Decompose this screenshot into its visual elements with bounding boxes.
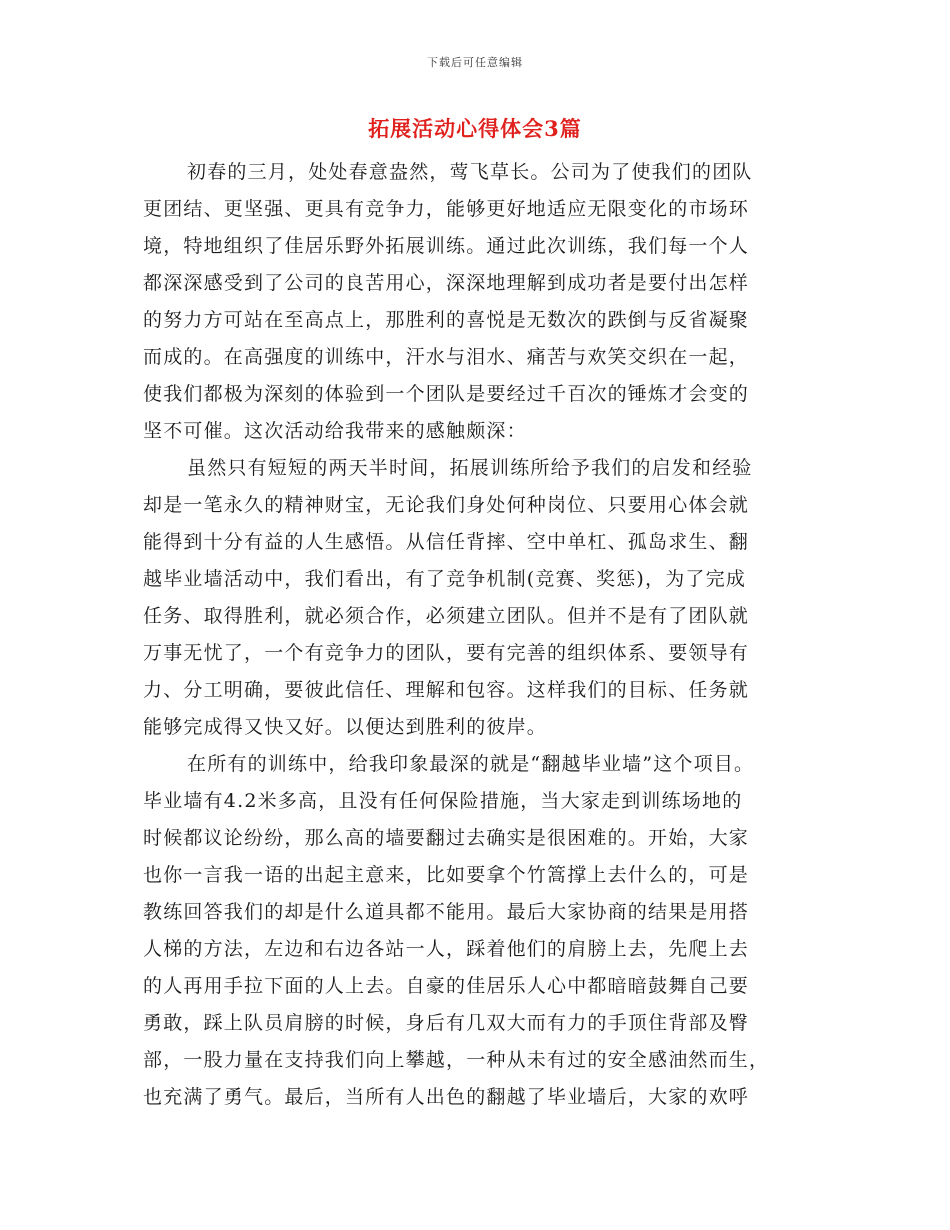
document-title: 拓展活动心得体会3篇 — [368, 116, 582, 141]
paragraph-line: 都深深感受到了公司的良苦用心，深深地理解到成功者是要付出怎样 — [143, 272, 750, 294]
paragraph-line: 越毕业墙活动中，我们看出，有了竞争机制(竞赛、奖惩)，为了完成 — [143, 568, 747, 590]
paragraph-line: 境，特地组织了佳居乐野外拓展训练。通过此次训练，我们每一个人 — [143, 235, 750, 257]
paragraph-line: 初春的三月，处处春意盎然，莺飞草长。公司为了使我们的团队 — [187, 161, 753, 183]
paragraph-line: 而成的。在高强度的训练中，汗水与泪水、痛苦与欢笑交织在一起， — [143, 346, 750, 368]
paragraph-line: 却是一笔永久的精神财宝，无论我们身处何种岗位、只要用心体会就 — [143, 494, 750, 516]
paragraph-line: 时候都议论纷纷，那么高的墙要翻过去确实是很困难的。开始，大家 — [143, 827, 750, 849]
paragraph-line: 也你一言我一语的出起主意来，比如要拿个竹篙撑上去什么的，可是 — [143, 864, 750, 886]
document-body — [143, 154, 811, 1116]
paragraph-line: 毕业墙有4.2米多高，且没有任何保险措施，当大家走到训练场地的 — [143, 790, 743, 812]
paragraph-line: 能够完成得又快又好。以便达到胜利的彼岸。 — [143, 716, 548, 738]
paragraph-line: 任务、取得胜利，就必须合作，必须建立团队。但并不是有了团队就 — [143, 605, 750, 627]
paragraph-line: 虽然只有短短的两天半时间，拓展训练所给予我们的启发和经验 — [187, 457, 753, 479]
paragraph-line: 勇敢，踩上队员肩膀的时候，身后有几双大而有力的手顶住背部及臀 — [143, 1012, 750, 1034]
paragraph-line: 使我们都极为深刻的体验到一个团队是要经过千百次的锤炼才会变的 — [143, 383, 750, 405]
paragraph-line: 更团结、更坚强、更具有竞争力，能够更好地适应无限变化的市场环 — [143, 198, 750, 220]
paragraph-line: 力、分工明确，要彼此信任、理解和包容。这样我们的目标、任务就 — [143, 679, 750, 701]
paragraph-line: 部，一股力量在支持我们向上攀越，一种从未有过的安全感油然而生， — [143, 1049, 770, 1071]
paragraph-line: 人梯的方法，左边和右边各站一人，踩着他们的肩膀上去，先爬上去 — [143, 938, 750, 960]
paragraph-line: 万事无忧了，一个有竞争力的团队，要有完善的组织体系、要领导有 — [143, 642, 750, 664]
paragraph-line: 教练回答我们的却是什么道具都不能用。最后大家协商的结果是用搭 — [143, 901, 750, 923]
paragraph-line: 能得到十分有益的人生感悟。从信任背摔、空中单杠、孤岛求生、翻 — [143, 531, 750, 553]
paragraph-line: 在所有的训练中，给我印象最深的就是“翻越毕业墙”这个项目。 — [187, 753, 755, 775]
paragraph-line: 的努力方可站在至高点上，那胜利的喜悦是无数次的跌倒与反省凝聚 — [143, 309, 750, 331]
header-note: 下载后可任意编辑 — [427, 56, 523, 69]
paragraph-line: 的人再用手拉下面的人上去。自豪的佳居乐人心中都暗暗鼓舞自己要 — [143, 975, 750, 997]
paragraph-line: 坚不可催。这次活动给我带来的感触颇深： — [143, 420, 527, 442]
paragraph-line: 也充满了勇气。最后，当所有人出色的翻越了毕业墙后，大家的欢呼 — [143, 1086, 750, 1108]
